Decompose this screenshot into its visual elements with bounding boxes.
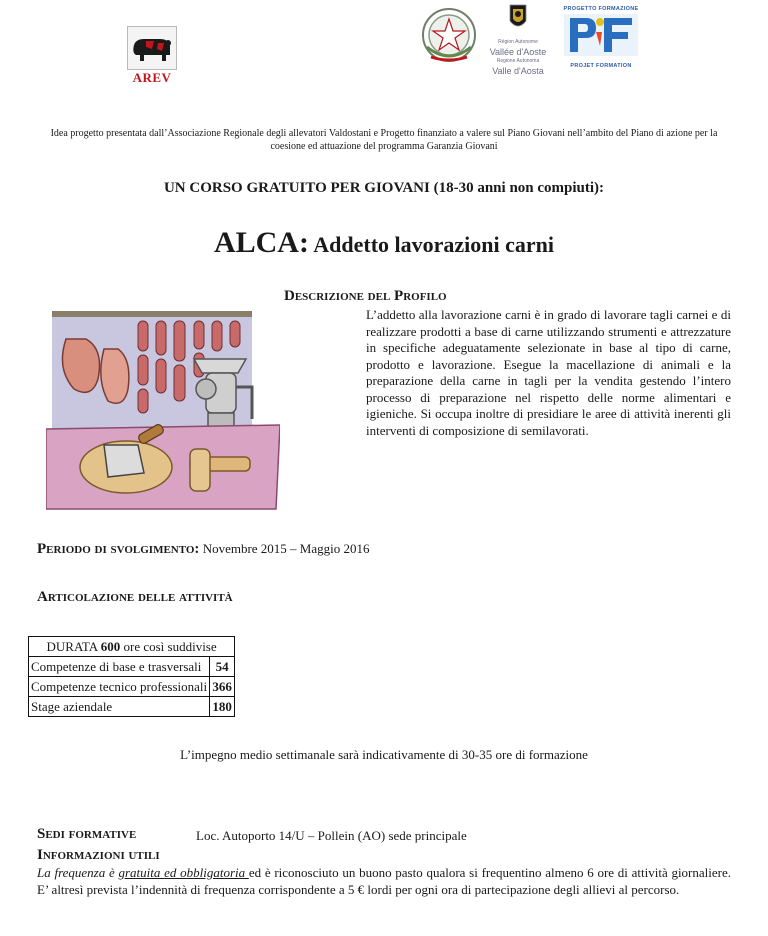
- info-body: La frequenza è gratuita ed obbligatoria ed è riconosciuto un buono pasto qualora si frequentino almeno 6 ore di attività giornaliere. E’ altresì prevista l’indennità di frequenza corrispondente a 5 € lordi per ogni ora di partecipazione degli allievi al percorso.: [37, 865, 731, 897]
- valle-aosta-it: Valle d'Aosta: [492, 66, 544, 76]
- period-line: [37, 541, 370, 558]
- row-label: Competenze di base e trasversali: [29, 657, 210, 677]
- free-mandatory-text: gratuita ed obbligatoria: [118, 865, 249, 880]
- title-text: Addetto lavorazioni carni: [313, 232, 555, 257]
- table-row: [29, 657, 235, 677]
- table-header-row: [29, 637, 235, 657]
- weekly-note: L’impegno medio settimanale sarà indicativamente di 30-35 ore di formazione: [180, 747, 588, 762]
- table-row: [29, 697, 235, 717]
- duration-table: [28, 636, 235, 717]
- course-heading: UN CORSO GRATUITO PER GIOVANI (18-30 anni non compiuti):: [163, 180, 605, 196]
- arev-logo: [127, 26, 177, 84]
- total-hours: 600: [100, 639, 121, 654]
- pf-icon: [560, 12, 642, 58]
- info-label: Informazioni utili: [37, 847, 160, 863]
- arev-logo-text: AREV: [132, 70, 172, 85]
- cow-icon: [127, 26, 177, 70]
- period-value: Novembre 2015 – Maggio 2016: [202, 541, 370, 556]
- sedi-value: Loc. Autoporto 14/U – Pollein (AO) sede principale: [196, 828, 467, 843]
- description-body: L’addetto alla lavorazione carni è in grado di lavorare tagli carnei e di realizzare prodotti a base di carne utilizzando strumenti e attrezzature in specifiche adeguatamente selezionate in base al tipo di carne, prodotto e lavorazione. Esegue la macellazione di animali e la preparazione della carne in tagli per la vendita gestendo l’intero processo di preparazione nel rispetto delle norme alimentari e igieniche. Si occupa inoltre di presidiare le aree di attività inerenti gli interventi di composizione di semilavorati.: [366, 307, 731, 438]
- title-acronym: ALCA:: [213, 226, 309, 259]
- progetto-formazione-logo: PROGETTO FORMAZIONE PROJET FORMATION: [560, 6, 642, 66]
- table-row: [29, 677, 235, 697]
- row-hours: 54: [210, 657, 235, 677]
- valle-aosta-fr: Vallée d'Aoste: [489, 47, 547, 57]
- valle-aosta-logo: Région Autonome Vallée d'Aoste Regione Autonoma Valle d'Aosta: [488, 3, 548, 71]
- period-label: Periodo di svolgimento:: [37, 541, 200, 557]
- row-label: Stage aziendale: [29, 697, 210, 717]
- republic-emblem-logo: [417, 3, 481, 69]
- sedi-label: Sedi formative: [37, 826, 137, 842]
- row-label: Competenze tecnico professionali: [29, 677, 210, 697]
- row-hours: 366: [210, 677, 235, 697]
- description-heading: Descrizione del Profilo: [284, 288, 447, 304]
- intro-text: Idea progetto presentata dall’Associazione Regionale degli allevatori Valdostani e Progetto finanziato a valere sul Piano Giovani nell’ambito del Piano di azione per la coesione ed attuazione del programma Garanzia Giovani: [50, 128, 718, 152]
- table-header: DURATA 600 ore così suddivise: [29, 637, 235, 657]
- page-title: [40, 226, 728, 260]
- butcher-shop-illustration: [46, 309, 280, 511]
- activities-heading: Articolazione delle attività: [37, 589, 233, 605]
- row-hours: 180: [210, 697, 235, 717]
